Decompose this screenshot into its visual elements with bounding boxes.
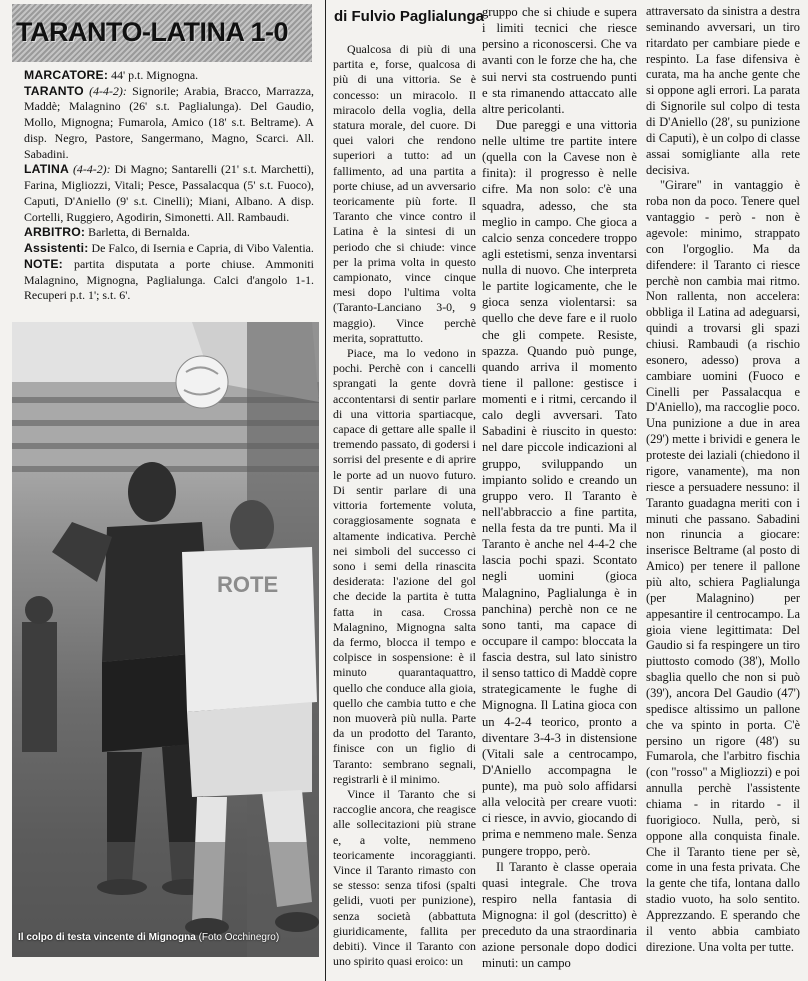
paragraph: Vince il Taranto che si raccoglie ancora, che reagisce alle sollecitazioni più strane e, a volte, nemmeno teoricamente incoraggianti. Vince il Taranto rimasto con se stesso: senza tifosi (spalti gelidi, vuoti per punizione), senza società (abbattuta giuridicamente, fallita per debiti). Vince il Taranto con uno spirito quasi eroico: un xyxy=(333,786,476,969)
notes-line xyxy=(24,257,314,304)
photo-caption xyxy=(18,932,318,943)
referee-value: Barletta, di Bernalda. xyxy=(85,225,190,240)
paragraph: "Girare" in vantaggio è roba non da poco. Tenere quel vantaggio - però - non è agevole: minimo, strappato con l'orgoglio. Ma da difendere: il Taranto ci riesce perchè non cambia mai ritmo. Non rallenta, non accelera: obbliga il Latina ad adeguarsi, quindi a trovarsi gli spazi chiusi. Rambaudi (a rischio esonero, adesso) prova a cambiare uomini (Fuoco e Cinelli per Passalacqua e D'Aniello), ma raccoglie poco. Una punizione a due in area (29') mette i brividi e genera le proteste dei laziali (chiedono il rigore, vanamente), ma non riesce a persuadere nessuno: il Taranto guadagna meriti con i minuti che passano. Sabadini non rinuncia a giocare: inserisce Beltrame (al posto di Amico) per tenere il pallone più alto, schiera Paglialunga (per Malagnino) per appesantire il centrocampo. La gioia viene legittimata: Del Gaudio si fa respingere un tiro piuttosto comodo (38'), Mollo sbaglia quello che non si può (39'), ancora Del Gaudio (47') spedisce altissimo un pallone che va spinto in porta. C'è persino un rigore (48') su Fumarola, che l'arbitro fischia (con "rosso" a Migliozzi) e poi annulla perchè l'assistente chiama - in ritardo - il fuorigioco. Nulla, però, si oppone alla conquista finale. Che il Taranto tiene per sè, come in una festa privata. Che la gente che tifa, lontana dallo stadio vuoto, ha solo sentito. Apprezzando. E sperando che il vento abbia cambiato direzione. Una volta per tutte. xyxy=(646,178,800,954)
scorer-line xyxy=(24,68,314,84)
paragraph: Il Taranto è classe operaia quasi integrale. Che trova respiro nella fantasia di Mignogna: il gol (descritto) è preceduto da una straordinaria azione personale dopo dodici minuti: un campo xyxy=(482,859,637,971)
shirt-text: ROTE xyxy=(217,572,279,597)
assistants-label: Assistenti: xyxy=(24,241,89,256)
paragraph: attraversato da sinistra a destra seminando avversari, un tiro ritardato per cambiare piede e respinto. La fase difensiva è curata, ma ha anche gente che si oppone agli errori. La parata di Signorile sul colpo di testa di D'Aniello (28', su punizione di Caputi), è un colpo di classe assai somigliante alla rete decisiva. xyxy=(646,4,800,177)
assistants-line xyxy=(24,241,314,257)
latina-label: LATINA xyxy=(24,162,69,177)
match-photo xyxy=(12,322,319,957)
soccer-header-photo-icon xyxy=(12,322,319,957)
latina-players: Di Magno; Santarelli (21' s.t. Marchetti), Farina, Migliozzi, Vitali; Pesce, Passalacqua (5' s.t. Fuoco), Caputi, D'Aniello (9' s.t. Cinelli); Miani, Albano. A disp. Cortelli, Ruggiero, Agodirin, Simonetti. All. Rambaudi. xyxy=(24,162,314,224)
notes-label: NOTE: xyxy=(24,256,63,271)
taranto-players: Signorile; Arabia, Bracco, Marrazza, Maddè; Malagnino (26' s.t. Paglialunga). Del Gaudio, Mollo, Mignogna; Fumarola, Amico (18' s.t. Beltrame). A disp. Negro, Pastore, Sangermano, Magno, Scarci. All. Sabadini. xyxy=(24,83,315,161)
paragraph: Due pareggi e una vittoria nelle ultime tre partite intere (quella con la Cavese non è finita): il progresso è nelle cifre. Ma non solo: c'è una squadra, adesso, che sta meglio in campo. Che gioca a calcio senza concedere troppo agli estetismi, senza inventarsi nulla di nuovo. Che interpreta le partite logicamente, che le gioca senza violentarsi: sa quello che deve fare e il ruolo che gli compete. Resiste, spazza. Quando può punge, quando arriva il momento tiene il pallone: gestisce i momenti e i ritmi, cercando il calo degli avversari. Tato Sabadini è riuscito in questo: nel dare piccole indicazioni al gruppo, sviluppando un impianto solido e creando un gruppo vero. Il Taranto è nell'abbraccio a fine partita, nella festa da tre punti. Ma il Taranto è anche nel 4-4-2 che lascia pochi spazi. Scontato negli uomini (gioca Malagnino, Paglialunga è in panchina) perchè non ce ne sono tanti, ma capace di occupare il campo: bloccata la fascia destra, sul lato sinistro il senso tattico di Maddè copre strategicamente le fughe di Mignogna. Il Latina gioca con un 4-2-4 teorico, pronto a diventare 3-4-3 in distensione (Vitali sale a centrocampo, D'Aniello accompagna le punte), ma può solo affidarsi alla velocità per creare vuoti: ci riesce, in avvio, giocando di prima e nemmeno male. Senza pungere troppo, però. xyxy=(482,117,637,858)
article-column-3 xyxy=(646,4,800,956)
photo-caption-text: Il colpo di testa vincente di Mignogna xyxy=(18,932,196,943)
taranto-module: (4-4-2): xyxy=(83,83,127,98)
photo-credit: (Foto Occhinegro) xyxy=(195,932,280,943)
byline: di Fulvio Paglialunga xyxy=(334,8,485,25)
paragraph: Piace, ma lo vedono in pochi. Perchè con i cancelli sprangati la gente dovrà accontentarsi di sentir parlare di una vittoria spartiacque, capace di gettare alle spalle il tremendo passato, di godersi i sorrisi del presente e di aprire le porte ad un nuovo futuro. Di sentir parlare di una vittoria fortemente voluta, coraggiosamente sognata e altamente indicativa. Perchè nei simboli del successo ci sono i semi della rinascita desiderata: l'azione del gol che decide la partita è tutta fatta in casa. Crossa Malagnino, Mignogna salta da fermo, blocca il tempo e colpisce in sospensione: è il minuto quarantaquattro, quello che conduce alla gioia, quello che cambia tutto e che non muoverà più nulla. Parte da un prodotto del Taranto, finisce con un figlio di Taranto: sembrano segnali, registrarli è il minimo. xyxy=(333,346,476,786)
article-column-2 xyxy=(482,4,637,972)
paragraph: gruppo che si chiude e supera i limiti tecnici che riesce persino a riconoscersi. Che va avanti con le forze che ha, che sui nervi sta costruendo punti e sta rimanendo attaccato alle altre pericolanti. xyxy=(482,5,637,116)
referee-label: ARBITRO: xyxy=(24,225,86,240)
scorer-value: 44' p.t. Mignogna. xyxy=(108,68,199,82)
column-divider xyxy=(325,0,326,981)
scorer-label: MARCATORE: xyxy=(24,68,109,82)
taranto-label: TARANTO xyxy=(24,83,84,98)
referee-line xyxy=(24,225,314,241)
notes-value: partita disputata a porte chiuse. Ammoniti Malagnino, Mignogna, Paglialunga. Calci d'angolo 1-1. Recuperi p.t. 1'; s.t. 6'. xyxy=(24,256,314,303)
headline: TARANTO-LATINA 1-0 xyxy=(16,17,288,47)
taranto-lineup xyxy=(24,84,314,163)
assistants-value: De Falco, di Isernia e Capria, di Vibo Valentia. xyxy=(88,241,314,256)
article-column-1 xyxy=(333,42,476,969)
latina-lineup xyxy=(24,162,314,225)
paragraph: Qualcosa di più di una partita e, forse, qualcosa di più di una vittoria. Se è concesso: un miracolo. Il miracolo della voglia, della statura morale, del cuore. Di quei valori che rendono superiori a tutto: ad un fallimento, ad una partita a porte chiuse, ad un avversario teoricamente più forte. Il Taranto che vince contro il Latina è la sintesi di un periodo che si chiude: vince per la prima volta in questo campionato, vince cinque mesi dopo l'ultima volta (Taranto-Lanciano 3-0, 9 maggio). Vince perchè merita, soprattutto. xyxy=(333,42,476,345)
latina-module: (4-4-2): xyxy=(68,162,111,177)
match-info-box xyxy=(24,68,314,304)
